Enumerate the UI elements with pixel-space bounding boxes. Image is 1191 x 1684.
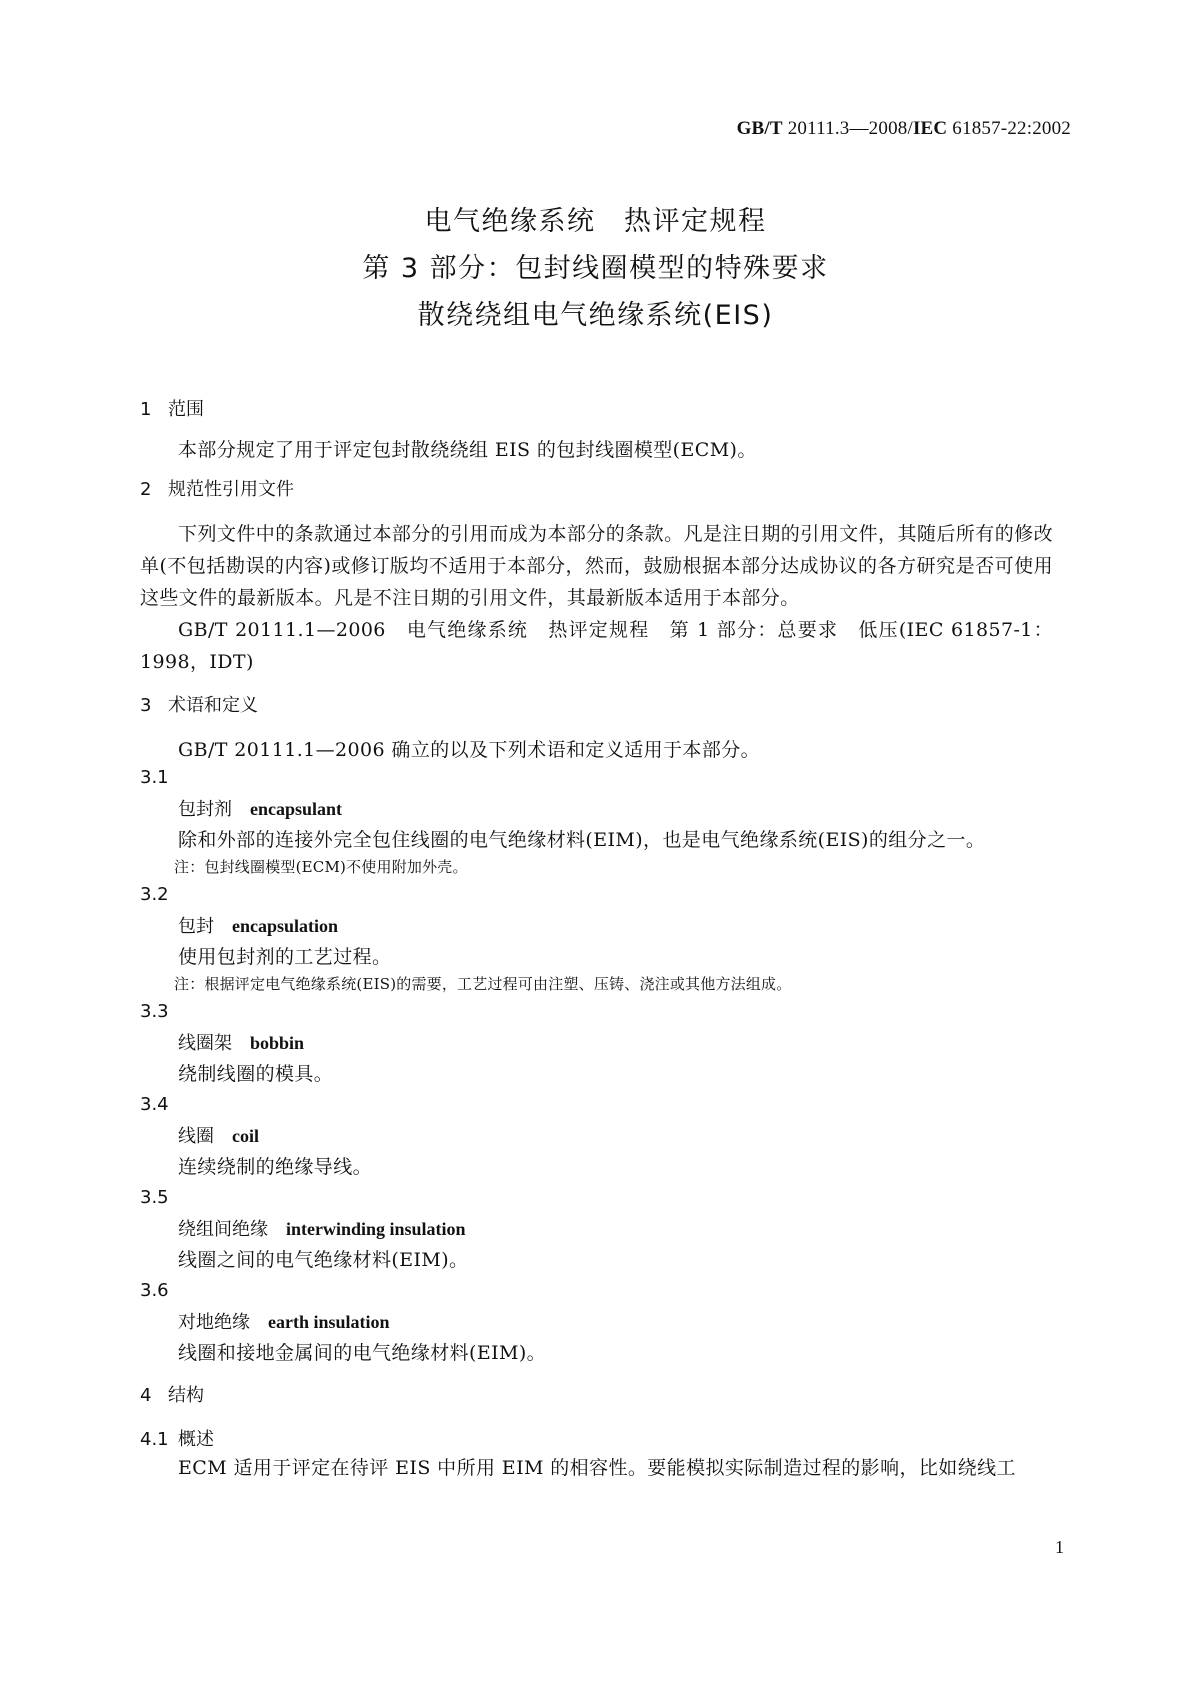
- section-number: 2: [140, 479, 152, 500]
- document-body: [140, 398, 1053, 1484]
- term-zh: 线圈: [178, 1126, 214, 1147]
- subsection-number: 4.1: [140, 1429, 169, 1450]
- section-number: 4: [140, 1385, 152, 1406]
- term-number: 3.3: [140, 1001, 169, 1022]
- header-iec-number: 61857-22:2002: [947, 118, 1071, 139]
- term-number: 3.6: [140, 1280, 169, 1301]
- subsection-4-1-heading: [140, 1428, 1053, 1452]
- term-definition: 线圈之间的电气绝缘材料(EIM)。: [178, 1249, 469, 1271]
- term-en: encapsulant: [250, 799, 343, 819]
- section-3-intro: GB/T 20111.1—2006 确立的以及下列术语和定义适用于本部分。: [178, 739, 761, 761]
- section-4-heading: [140, 1384, 1053, 1408]
- title-line-1: 电气绝缘系统 热评定规程: [424, 206, 767, 237]
- term-heading: [140, 1214, 1053, 1245]
- title-line-2: 第 3 部分：包封线圈模型的特殊要求: [362, 253, 829, 284]
- title-line-3: 散绕绕组电气绝缘系统(EIS): [417, 300, 774, 331]
- standard-header: [737, 118, 1071, 140]
- term-note: 注：根据评定电气绝缘系统(EIS)的需要，工艺过程可由注塑、压铸、浇注或其他方法组成。: [174, 975, 792, 993]
- term-number: 3.5: [140, 1187, 169, 1208]
- header-iec: IEC: [912, 118, 948, 139]
- section-3-heading: [140, 694, 1053, 718]
- term-definition: 使用包封剂的工艺过程。: [178, 946, 392, 968]
- term-number: 3.1: [140, 767, 169, 788]
- term-definition: 绕制线圈的模具。: [178, 1063, 334, 1085]
- term-heading: [140, 1121, 1053, 1152]
- section-number: 3: [140, 695, 152, 716]
- section-title: 术语和定义: [168, 695, 258, 716]
- term-number: 3.4: [140, 1094, 169, 1115]
- term-en: encapsulation: [232, 916, 339, 936]
- term-zh: 对地绝缘: [178, 1312, 250, 1333]
- term-en: bobbin: [250, 1033, 305, 1053]
- term-heading: [140, 1028, 1053, 1059]
- section-2-text: 下列文件中的条款通过本部分的引用而成为本部分的条款。凡是注日期的引用文件，其随后所有的修改单(不包括勘误的内容)或修订版均不适用于本部分，然而，鼓励根据本部分达成协议的各方研究是否可使用这些文件的最新版本。凡是不注日期的引用文件，其最新版本适用于本部分。: [140, 523, 1053, 609]
- section-2-reference: GB/T 20111.1—2006 电气绝缘系统 热评定规程 第 1 部分：总要求 低压(IEC 61857-1：1998，IDT): [140, 619, 1053, 673]
- section-number: 1: [140, 399, 152, 420]
- header-gbt: GB/T: [736, 118, 783, 139]
- term-heading: [140, 794, 1053, 825]
- document-title: [0, 198, 1191, 339]
- term-zh: 线圈架: [178, 1033, 232, 1054]
- term-definition: 除和外部的连接外完全包住线圈的电气绝缘材料(EIM)，也是电气绝缘系统(EIS)的组分之一。: [178, 829, 986, 851]
- term-definition: 连续绕制的绝缘导线。: [178, 1156, 373, 1178]
- term-en: coil: [232, 1126, 259, 1146]
- term-number: 3.2: [140, 884, 169, 905]
- term-en: earth insulation: [268, 1312, 390, 1332]
- term-heading: [140, 1307, 1053, 1338]
- section-title: 范围: [168, 399, 204, 420]
- page-number: 1: [1055, 1537, 1064, 1557]
- term-en: interwinding insulation: [286, 1219, 466, 1239]
- section-1-text: 本部分规定了用于评定包封散绕绕组 EIS 的包封线圈模型(ECM)。: [178, 439, 757, 461]
- term-heading: [140, 911, 1053, 942]
- section-title: 规范性引用文件: [168, 479, 294, 500]
- term-zh: 包封剂: [178, 799, 232, 820]
- section-title: 结构: [168, 1385, 204, 1406]
- term-zh: 包封: [178, 916, 214, 937]
- term-definition: 线圈和接地金属间的电气绝缘材料(EIM)。: [178, 1342, 547, 1364]
- subsection-title: 概述: [178, 1429, 214, 1450]
- section-4-1-text: ECM 适用于评定在待评 EIS 中所用 EIM 的相容性。要能模拟实际制造过程的影响，比如绕线工: [178, 1457, 1016, 1479]
- term-zh: 绕组间绝缘: [178, 1219, 268, 1240]
- section-2-heading: [140, 478, 1053, 502]
- section-1-heading: [140, 398, 1053, 422]
- header-number: 20111.3—2008/: [782, 118, 913, 139]
- term-note: 注：包封线圈模型(ECM)不使用附加外壳。: [174, 858, 468, 876]
